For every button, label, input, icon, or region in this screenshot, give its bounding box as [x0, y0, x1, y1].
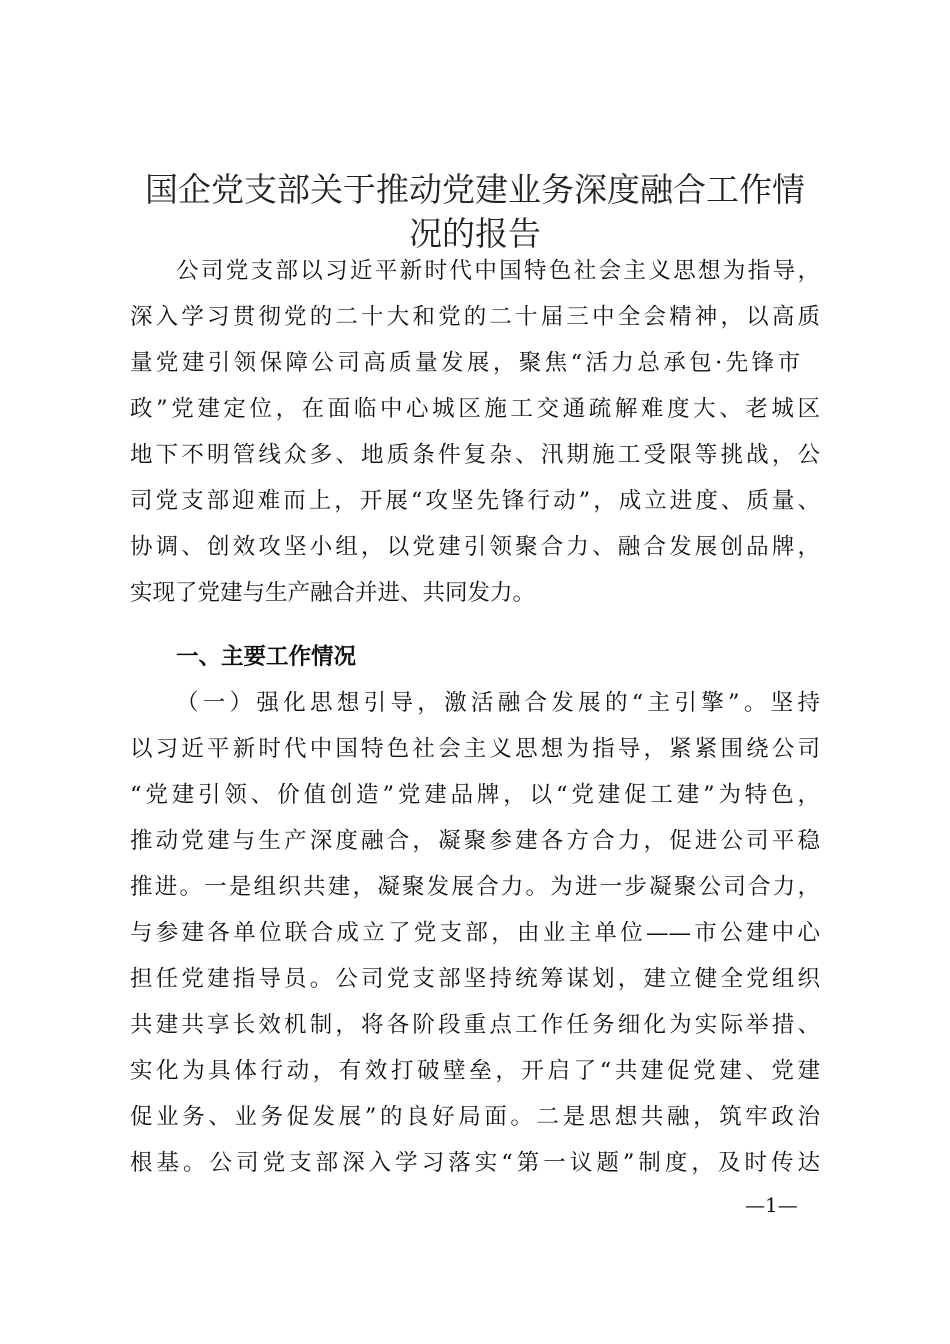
paragraph-1-line: 政”党建定位，在面临中心城区施工交通疏解难度大、老城区 [130, 396, 820, 422]
paragraph-1-line: 量党建引领保障公司高质量发展，聚焦“活力总承包·先锋市 [130, 350, 800, 376]
paragraph-2-line: （一）强化思想引导，激活融合发展的“主引擎”。坚持 [176, 690, 820, 716]
paragraph-2-line: 以习近平新时代中国特色社会主义思想为指导，紧紧围绕公司 [130, 736, 820, 762]
title-line-1: 国企党支部关于推动党建业务深度融合工作情 [145, 170, 805, 209]
paragraph-1-line: 深入学习贯彻党的二十大和党的二十届三中全会精神，以高质 [130, 304, 820, 330]
title-line-2: 况的报告 [409, 214, 541, 253]
paragraph-2-line: 推动党建与生产深度融合，凝聚参建各方合力，促进公司平稳 [130, 828, 820, 854]
paragraph-2-line: 实化为具体行动，有效打破壁垒，开启了“共建促党建、党建 [130, 1058, 820, 1084]
paragraph-2-line: 推进。一是组织共建，凝聚发展合力。为进一步凝聚公司合力， [130, 874, 820, 900]
paragraph-2-line: “党建引领、价值创造”党建品牌，以“党建促工建”为特色， [130, 782, 820, 808]
paragraph-1-line: 司党支部迎难而上，开展“攻坚先锋行动”，成立进度、质量、 [130, 488, 820, 514]
paragraph-2-line: 共建共享长效机制，将各阶段重点工作任务细化为实际举措、 [130, 1012, 820, 1038]
paragraph-2-line: 与参建各单位联合成立了党支部，由业主单位——市公建中心 [130, 920, 820, 946]
paragraph-1-line: 实现了党建与生产融合并进、共同发力。 [130, 580, 536, 606]
paragraph-1-line: 公司党支部以习近平新时代中国特色社会主义思想为指导， [176, 258, 820, 284]
section-heading: 一、主要工作情况 [176, 644, 357, 670]
paragraph-1-line: 地下不明管线众多、地质条件复杂、汛期施工受限等挑战，公 [130, 442, 820, 468]
paragraph-1-line: 协调、创效攻坚小组，以党建引领聚合力、融合发展创品牌， [130, 534, 820, 560]
document-title [0, 168, 950, 256]
paragraph-2-line: 担任党建指导员。公司党支部坚持统筹谋划，建立健全党组织 [130, 966, 820, 992]
paragraph-2-line: 根基。公司党支部深入学习落实“第一议题”制度，及时传达 [130, 1150, 820, 1176]
page-number: —1— [745, 1193, 798, 1217]
paragraph-2-line: 促业务、业务促发展”的良好局面。二是思想共融，筑牢政治 [130, 1104, 820, 1130]
